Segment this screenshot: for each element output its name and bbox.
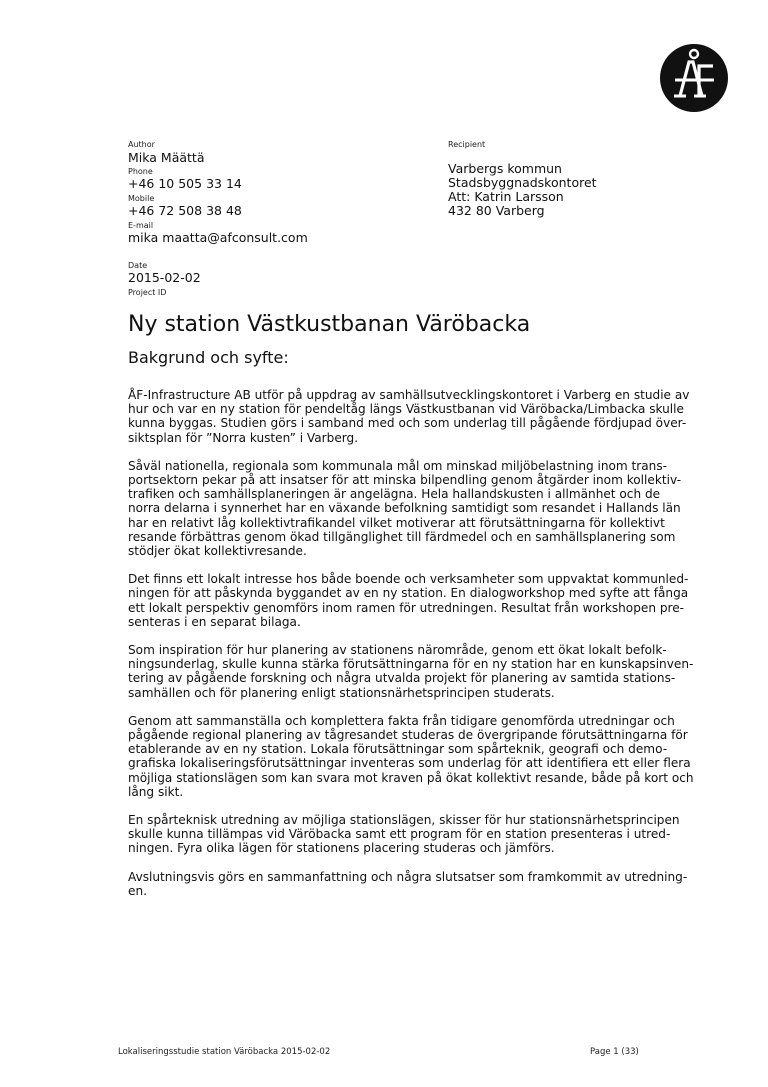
text-line: norra delarna i synnerhet har en växande befolkning samtidigt som resandet i Hallands län (128, 501, 681, 516)
text-line: etablerande av en ny station. Lokala förutsättningar som spårteknik, geografi och demo- (128, 742, 668, 757)
recipient-line: Att: Katrin Larsson (448, 189, 564, 204)
text-line: pågående regional planering av tågresandet studeras de övergripande förutsättningarna för (128, 728, 688, 743)
text-line: en. (128, 883, 147, 898)
text-line: ett lokalt perspektiv genomförs inom ramen för utredningen. Resultat från workshopen pre- (128, 600, 685, 615)
text-line: senteras i en separat bilaga. (128, 614, 301, 629)
text-line: tering av pågående forskning och några utvalda projekt för planering av samtida stations- (128, 671, 676, 686)
text-line: En spårteknisk utredning av möjliga stationslägen, skisser för hur stationsnärhetsprincipen (128, 813, 680, 828)
phone-label: Phone (128, 167, 153, 176)
footer-page-number: Page 1 (33) (590, 1047, 639, 1057)
text-line: trafiken och samhällsplaneringen är angelägna. Hela hallandskusten i allmänhet och de (128, 487, 661, 502)
date-label: Date (128, 261, 148, 270)
text-line: har en relativt låg kollektivtrafikandel vilket motiverar att förutsättningarna för kollektivt (128, 515, 665, 530)
section-heading: Bakgrund och syfte: (128, 348, 289, 367)
text-line: grafiska lokaliseringsförutsättningar inventeras som underlag för att identifiera ett eller flera (128, 756, 691, 771)
recipient-label: Recipient (448, 140, 486, 149)
text-line: Genom att sammanställa och komplettera fakta från tidigare genomförda utredningar och (128, 713, 675, 728)
text-line: portsektorn pekar på att insatser för att minska bilpendling genom åtgärder inom kollektiv- (128, 473, 682, 488)
recipient-address (448, 162, 597, 218)
text-line: ÅF-Infrastructure AB utför på uppdrag av samhällsutvecklingskontoret i Varberg en studie av (128, 388, 690, 402)
text-line: möjliga stationslägen som kan svara mot kraven på ökat kollektivt resande, både på kort och (128, 770, 694, 785)
recipient-line: Stadsbyggnadskontoret (448, 175, 597, 190)
document-title: Ny station Västkustbanan Väröbacka (128, 312, 531, 337)
mobile-number: +46 72 508 38 48 (128, 203, 242, 218)
paragraph (128, 388, 690, 445)
text-line: hur och var en ny station för pendeltåg längs Västkustbanan vid Väröbacka/Limbacka skulle (128, 402, 684, 417)
text-line: kunna byggas. Studien görs i samband med och som underlag till pågående fördjupad över- (128, 416, 687, 431)
text-line: ningen för att påskynda byggandet av en ny station. En dialogworkshop med syfte att fånga (128, 586, 689, 601)
mobile-label: Mobile (128, 194, 155, 203)
paragraph (128, 813, 680, 856)
af-logo-icon (658, 42, 730, 114)
text-line: lång sikt. (128, 784, 184, 799)
author-name: Mika Määttä (128, 150, 205, 165)
text-line: ningen. Fyra olika lägen för stationens placering studeras och jämförs. (128, 841, 555, 856)
email-address: mika maatta@afconsult.com (128, 230, 308, 245)
paragraph (128, 643, 694, 700)
document-date: 2015-02-02 (128, 270, 201, 285)
paragraph (128, 713, 694, 799)
phone-number: +46 10 505 33 14 (128, 176, 242, 191)
recipient-line: Varbergs kommun (448, 161, 562, 176)
project-id-label: Project ID (128, 288, 167, 297)
text-line: Som inspiration för hur planering av stationens närområde, genom ett ökat lokalt befolk- (128, 643, 667, 658)
paragraph (128, 458, 682, 559)
text-line: Det finns ett lokalt intresse hos både boende och verksamheter som uppvaktat kommunled- (128, 572, 689, 587)
text-line: resande förbättras genom ökad tillgänglighet till färdmedel och en samhällsplanering som (128, 529, 676, 544)
footer-document-name: Lokaliseringsstudie station Väröbacka 2015-02-02 (118, 1047, 331, 1057)
email-label: E-mail (128, 221, 154, 230)
recipient-line: 432 80 Varberg (448, 203, 545, 218)
text-line: skulle kunna tillämpas vid Väröbacka samt ett program för en station presenteras i utred- (128, 827, 671, 842)
text-line: Avslutningsvis görs en sammanfattning och några slutsatser som framkommit av utredning- (128, 869, 688, 884)
text-line: stödjer ökat kollektivresande. (128, 544, 307, 559)
paragraph (128, 572, 689, 629)
author-label: Author (128, 140, 155, 149)
text-line: siktsplan för ”Norra kusten” i Varberg. (128, 430, 359, 445)
text-line: samhällen och för planering enligt stationsnärhetsprincipen studerats. (128, 685, 555, 700)
document-body (128, 388, 694, 912)
text-line: ningsunderlag, skulle kunna stärka förutsättningarna för en ny station har en kunskapsinven- (128, 657, 694, 672)
text-line: Såväl nationella, regionala som kommunala mål om minskad miljöbelastning inom trans- (128, 458, 668, 473)
paragraph (128, 869, 688, 898)
